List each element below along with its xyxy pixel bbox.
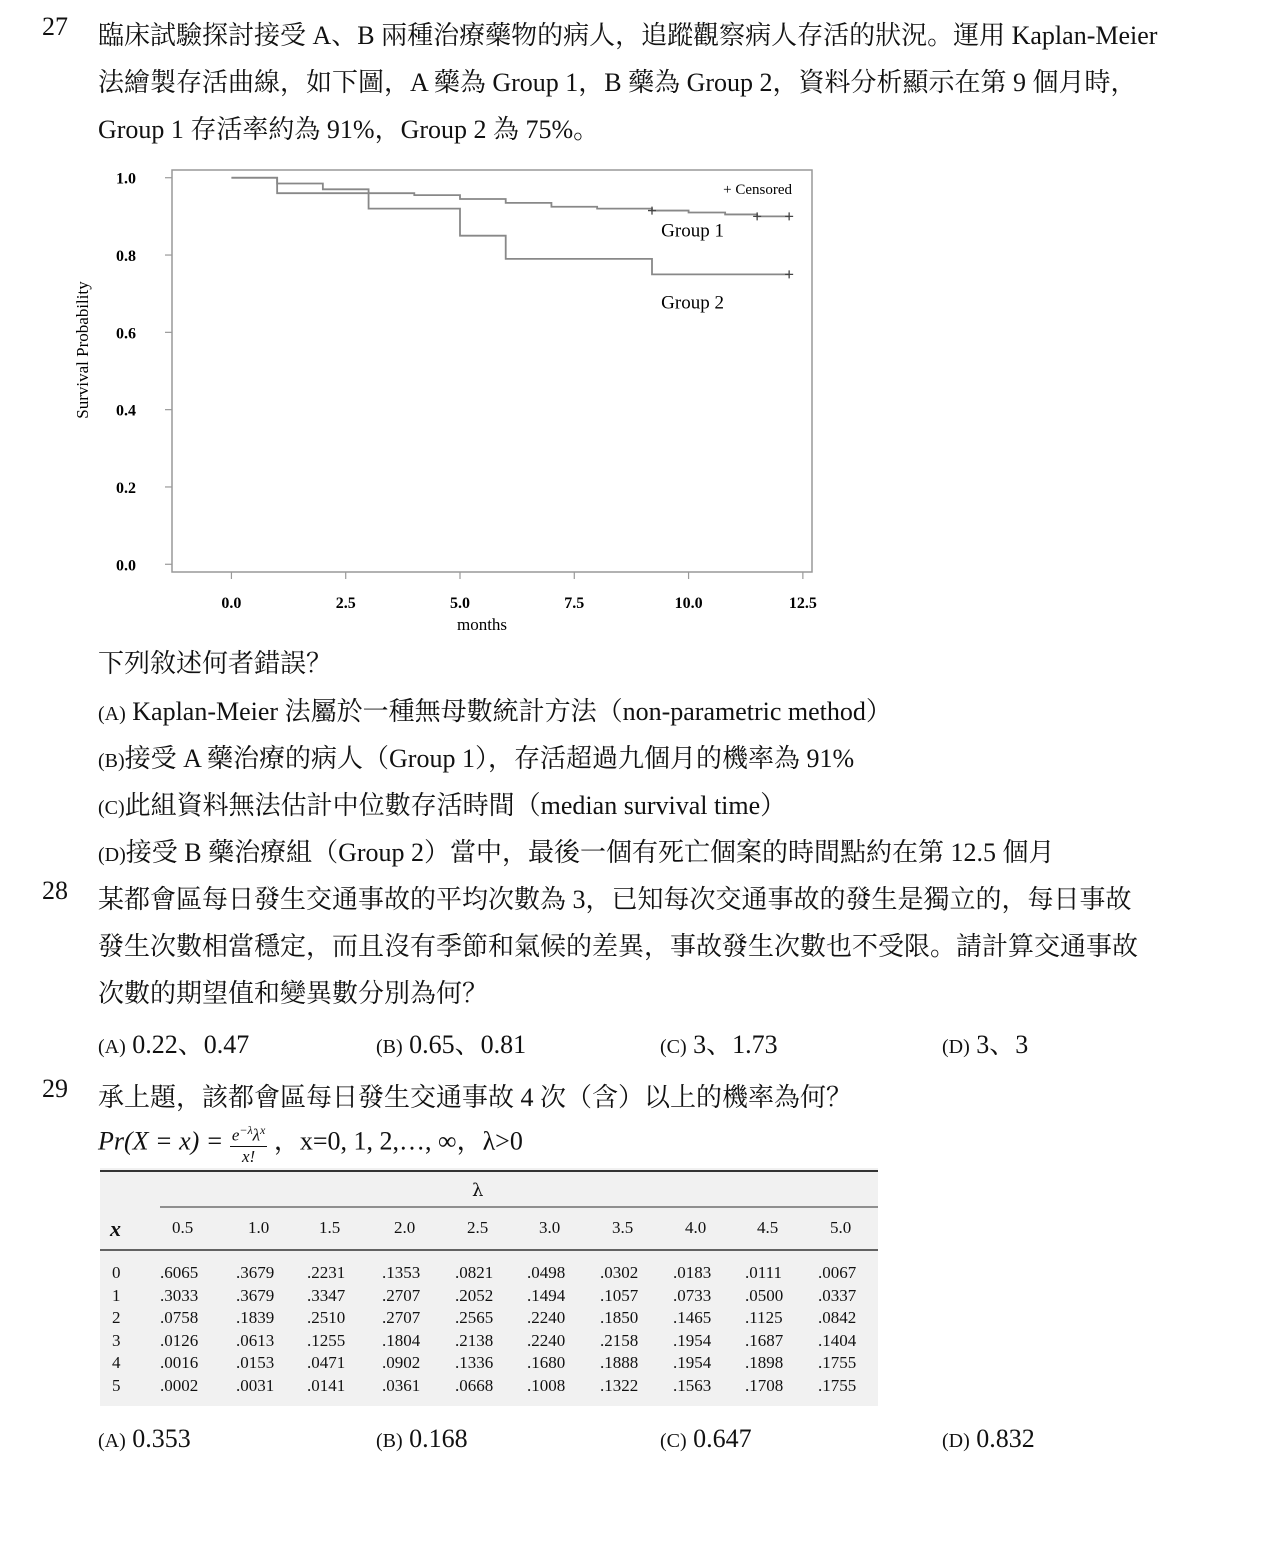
option-mark: (A) [98, 703, 126, 725]
question-prompt: 下列敘述何者錯誤？ [98, 649, 333, 678]
options-row [98, 1424, 1238, 1464]
option-text: 接受 A 藥治療的病人（Group 1），存活超過九個月的機率為 91% [124, 744, 855, 773]
probability-cell: .0613 [236, 1330, 275, 1350]
probability-cell: .1804 [382, 1330, 421, 1350]
probability-cell: .0498 [527, 1263, 566, 1282]
lambda-header: 4.5 [757, 1218, 779, 1237]
option-mark: (B) [98, 750, 125, 772]
probability-cell: .0067 [818, 1263, 857, 1282]
probability-cell: .1839 [236, 1308, 275, 1328]
probability-cell: .1255 [307, 1330, 346, 1350]
probability-cell: .1404 [818, 1330, 857, 1350]
probability-cell: .2231 [307, 1263, 346, 1282]
x-tick-label: 12.5 [788, 595, 817, 612]
probability-cell: .2240 [527, 1308, 566, 1328]
question-stem [98, 12, 1238, 153]
y-axis-label: Survival Probability [73, 281, 92, 419]
probability-cell: .2707 [382, 1285, 421, 1305]
option-d[interactable] [942, 1424, 1035, 1454]
question-number: 27 [42, 12, 68, 41]
x-tick-label: 0.0 [221, 595, 242, 612]
lambda-header: 5.0 [830, 1218, 852, 1237]
probability-cell: .0111 [745, 1263, 782, 1282]
row-x-value: 3 [112, 1330, 121, 1350]
probability-cell: .2240 [527, 1330, 566, 1350]
row-x-value: 2 [112, 1308, 121, 1328]
probability-cell: .0500 [745, 1285, 784, 1305]
table-body [100, 1263, 878, 1398]
probability-cell: .1755 [818, 1376, 857, 1395]
probability-cell: .0126 [160, 1330, 199, 1350]
option-text: 此組資料無法估計中位數存活時間（median survival time） [124, 791, 787, 820]
option-mark: (D) [942, 1430, 970, 1452]
probability-cell: .0361 [382, 1376, 421, 1395]
question-number: 28 [42, 876, 68, 905]
probability-cell: .1850 [600, 1308, 639, 1328]
series-label-2: Group 2 [661, 292, 724, 314]
lambda-header: 2.5 [467, 1218, 489, 1237]
question-stem: 承上題，該都會區每日發生交通事故 4 次（含）以上的機率為何？ [98, 1083, 853, 1112]
series-label-1: Group 1 [661, 220, 724, 242]
probability-cell: .0141 [307, 1376, 346, 1395]
option-text: 0.65、0.81 [402, 1030, 527, 1059]
lambda-header: 0.5 [172, 1218, 194, 1237]
probability-cell: .1125 [745, 1308, 783, 1328]
probability-cell: .0471 [307, 1353, 346, 1373]
probability-cell: .0902 [382, 1353, 421, 1373]
option-mark: (D) [98, 844, 126, 866]
option-c[interactable] [98, 782, 786, 832]
option-c[interactable] [660, 1024, 778, 1061]
probability-cell: .0821 [455, 1263, 494, 1282]
row-x-value: 5 [112, 1376, 121, 1395]
probability-cell: .1494 [527, 1285, 566, 1305]
probability-cell: .0733 [673, 1285, 712, 1305]
option-a[interactable] [98, 688, 892, 738]
probability-cell: .1954 [673, 1353, 712, 1373]
stem-line: 次數的期望值和變異數分別為何？ [98, 979, 489, 1008]
option-text: 0.168 [402, 1424, 468, 1453]
option-text: 3、1.73 [686, 1030, 778, 1059]
probability-cell: .1057 [600, 1285, 639, 1305]
survival-chart [60, 160, 840, 640]
options-row [98, 1024, 1238, 1064]
probability-cell: .1954 [673, 1330, 712, 1350]
y-tick-label: 0.8 [116, 248, 136, 266]
probability-cell: .0153 [236, 1353, 275, 1373]
option-b[interactable] [98, 735, 854, 785]
option-c[interactable] [660, 1424, 752, 1454]
probability-cell: .6065 [160, 1263, 199, 1282]
stem-line: Group 1 存活率約為 91%，Group 2 為 75%。 [98, 115, 600, 144]
probability-cell: .2510 [307, 1308, 346, 1328]
y-tick-label: 0.2 [116, 479, 136, 497]
lambda-header: 1.5 [319, 1218, 341, 1237]
y-tick-label: 0.6 [116, 325, 136, 343]
option-mark: (C) [98, 797, 125, 819]
row-x-value: 0 [112, 1263, 121, 1282]
option-b[interactable] [376, 1024, 526, 1061]
probability-cell: .2138 [455, 1330, 494, 1350]
x-tick-label: 2.5 [335, 595, 356, 612]
lambda-label: λ [472, 1180, 484, 1201]
table-header-row [100, 1218, 878, 1242]
y-tick-label: 0.4 [116, 402, 136, 420]
x-tick-label: 5.0 [450, 595, 470, 612]
probability-cell: .1353 [382, 1263, 421, 1282]
option-d[interactable] [942, 1024, 1028, 1061]
row-x-value: 4 [112, 1353, 121, 1373]
option-text: 0.832 [969, 1424, 1035, 1453]
probability-cell: .1322 [600, 1376, 639, 1395]
probability-cell: .1563 [673, 1376, 712, 1395]
poisson-table [100, 1168, 878, 1406]
probability-cell: .0183 [673, 1263, 712, 1282]
probability-cell: .1465 [673, 1308, 712, 1328]
question-number: 29 [42, 1074, 68, 1103]
lambda-header: 3.0 [539, 1218, 561, 1237]
stem-line: 法繪製存活曲線，如下圖，A 藥為 Group 1，B 藥為 Group 2，資料分析顯示在第 9 個月時， [98, 68, 1137, 97]
probability-cell: .1336 [455, 1353, 494, 1373]
question-stem [98, 876, 1238, 1017]
option-mark: (B) [376, 1430, 403, 1452]
series-line-1 [231, 178, 789, 217]
probability-cell: .0668 [455, 1376, 494, 1395]
option-a[interactable] [98, 1024, 249, 1061]
option-text: 3、3 [969, 1030, 1029, 1059]
probability-cell: .0842 [818, 1308, 857, 1328]
formula-numerator: $e^{-\lambda}\lambda^x$ [230, 1120, 268, 1147]
formula-denominator: x! [241, 1146, 256, 1166]
x-tick-label: 10.0 [674, 595, 703, 612]
option-b[interactable] [376, 1424, 468, 1454]
censored-mark [785, 212, 793, 220]
x-axis-label: months [456, 615, 508, 634]
probability-cell: .0031 [236, 1376, 275, 1395]
y-tick-label: 1.0 [116, 170, 136, 188]
probability-cell: .0758 [160, 1308, 199, 1328]
lambda-header: 1.0 [248, 1218, 270, 1237]
x-label: x [110, 1216, 121, 1241]
option-text: 接受 B 藥治療組（Group 2）當中，最後一個有死亡個案的時間點約在第 12.5 個月 [125, 838, 1055, 867]
option-text: 0.353 [125, 1424, 191, 1453]
probability-cell: .1008 [527, 1376, 566, 1395]
option-mark: (C) [660, 1036, 687, 1058]
probability-cell: .0002 [160, 1376, 199, 1395]
option-mark: (A) [98, 1430, 126, 1452]
option-text: 0.22、0.47 [125, 1030, 250, 1059]
censored-mark [785, 270, 793, 278]
formula-rhs: ，x=0, 1, 2,…, ∞，λ>0 [273, 1126, 523, 1156]
probability-cell: .3347 [307, 1285, 346, 1305]
formula-lhs: Pr(X = x) = [98, 1126, 230, 1156]
probability-cell: .1680 [527, 1353, 566, 1373]
probability-cell: .0302 [600, 1263, 639, 1282]
lambda-header: 2.0 [394, 1218, 416, 1237]
probability-cell: .3679 [236, 1263, 275, 1282]
legend-censored: + Censored [723, 182, 792, 198]
lambda-header: 3.5 [612, 1218, 634, 1237]
probability-cell: .1888 [600, 1353, 639, 1373]
stem-line: 某都會區每日發生交通事故的平均次數為 3，已知每次交通事故的發生是獨立的，每日事故 [98, 885, 1132, 914]
probability-cell: .2052 [455, 1285, 494, 1305]
probability-cell: .3033 [160, 1285, 199, 1305]
option-mark: (A) [98, 1036, 126, 1058]
option-d[interactable] [98, 829, 1055, 879]
option-text: Kaplan-Meier 法屬於一種無母數統計方法（non-parametric method） [125, 697, 892, 726]
formula-fraction [230, 1120, 268, 1167]
option-a[interactable] [98, 1424, 191, 1454]
probability-cell: .1755 [818, 1353, 857, 1373]
probability-cell: .1687 [745, 1330, 784, 1350]
option-mark: (B) [376, 1036, 403, 1058]
option-mark: (C) [660, 1430, 687, 1452]
probability-cell: .2565 [455, 1308, 494, 1328]
stem-line: 臨床試驗探討接受 A、B 兩種治療藥物的病人，追蹤觀察病人存活的狀況。運用 Kaplan-Meier [98, 21, 1158, 50]
probability-cell: .1708 [745, 1376, 784, 1395]
x-tick-label: 7.5 [564, 595, 585, 612]
option-mark: (D) [942, 1036, 970, 1058]
probability-cell: .0337 [818, 1285, 857, 1305]
y-tick-label: 0.0 [116, 557, 136, 575]
stem-line: 發生次數相當穩定，而且沒有季節和氣候的差異，事故發生次數也不受限。請計算交通事故 [98, 932, 1139, 961]
probability-cell: .3679 [236, 1285, 275, 1305]
lambda-header: 4.0 [685, 1218, 707, 1237]
probability-cell: .0016 [160, 1353, 199, 1373]
probability-cell: .2707 [382, 1308, 421, 1328]
probability-cell: .1898 [745, 1353, 784, 1373]
probability-cell: .2158 [600, 1330, 639, 1350]
option-text: 0.647 [686, 1424, 752, 1453]
row-x-value: 1 [112, 1285, 121, 1305]
survival-chart-svg [60, 160, 840, 640]
